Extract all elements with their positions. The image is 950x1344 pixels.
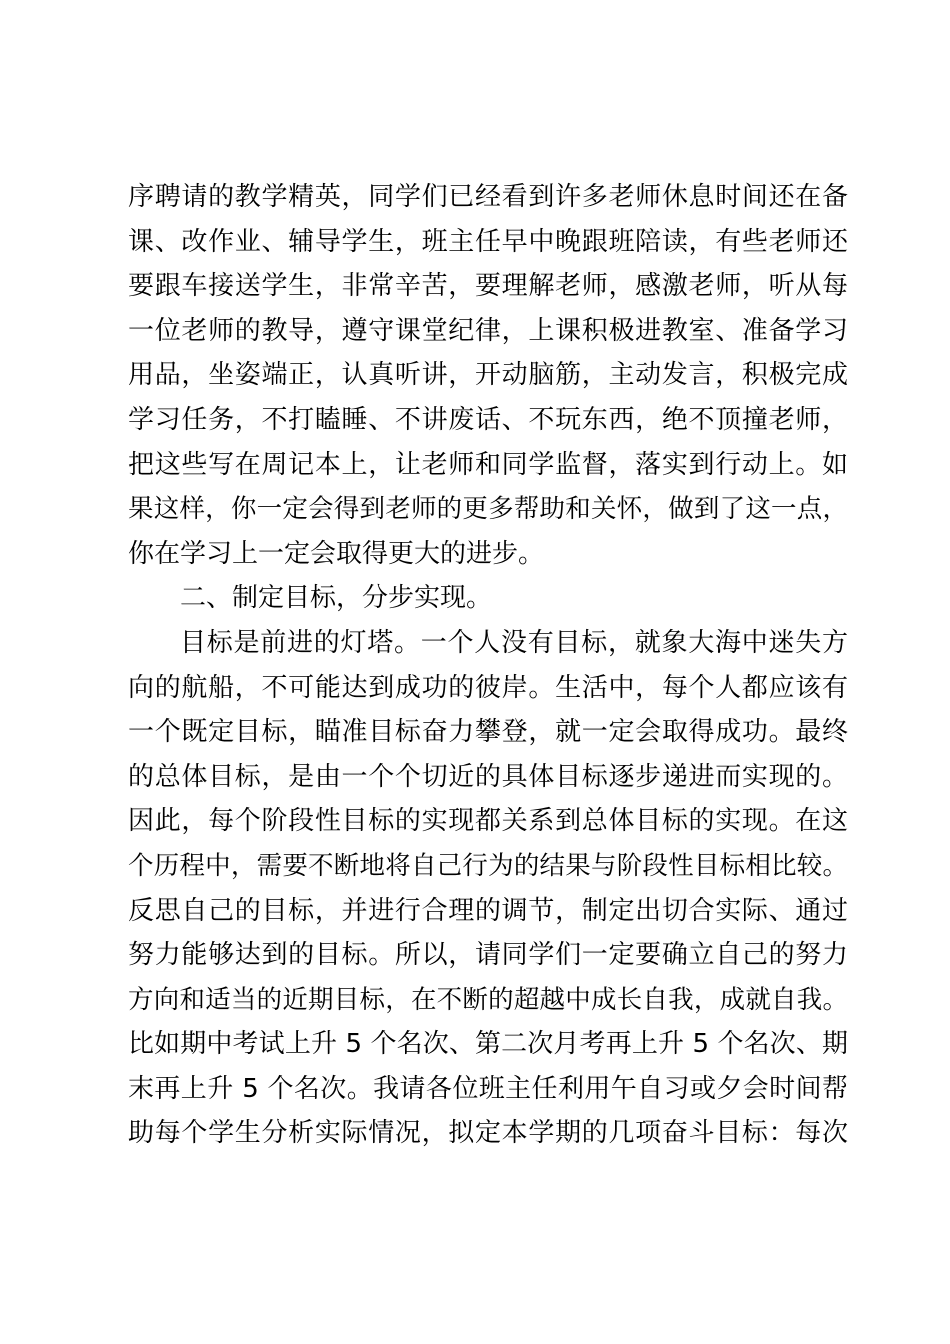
- text-line: 把这些写在周记本上，让老师和同学监督，落实到行动上。如: [128, 449, 848, 480]
- text-line: 助每个学生分析实际情况，拟定本学期的几项奋斗目标：每次: [128, 1118, 848, 1149]
- text-line: 课、改作业、辅导学生，班主任早中晚跟班陪读，有些老师还: [128, 226, 848, 257]
- text-line: 末再上升 5 个名次。我请各位班主任利用午自习或夕会时间帮: [128, 1073, 848, 1104]
- text-line: 比如期中考试上升 5 个名次、第二次月考再上升 5 个名次、期: [128, 1029, 848, 1060]
- body-text: [128, 175, 848, 1156]
- text-line: 因此，每个阶段性目标的实现都关系到总体目标的实现。在这: [128, 806, 848, 837]
- text-line: 学习任务，不打瞌睡、不讲废话、不玩东西，绝不顶撞老师，: [128, 404, 848, 435]
- text-line: 一个既定目标，瞄准目标奋力攀登，就一定会取得成功。最终: [128, 717, 848, 748]
- text-line: 个历程中，需要不断地将自己行为的结果与阶段性目标相比较。: [128, 850, 848, 881]
- text-line: 序聘请的教学精英，同学们已经看到许多老师休息时间还在备: [128, 182, 848, 212]
- text-line: 向的航船，不可能达到成功的彼岸。生活中，每个人都应该有: [128, 672, 848, 703]
- text-line: 目标是前进的灯塔。一个人没有目标，就象大海中迷失方: [180, 627, 848, 658]
- text-line: 反思自己的目标，并进行合理的调节，制定出切合实际、通过: [128, 895, 848, 926]
- text-line: 你在学习上一定会取得更大的进步。: [128, 538, 545, 569]
- text-line: 的总体目标，是由一个个切近的具体目标逐步递进而实现的。: [128, 761, 848, 792]
- text-line: 方向和适当的近期目标，在不断的超越中成长自我，成就自我。: [128, 984, 848, 1015]
- text-line: 用品，坐姿端正，认真听讲，开动脑筋，主动发言，积极完成: [128, 360, 848, 391]
- text-line: 要跟车接送学生，非常辛苦，要理解老师，感激老师，听从每: [128, 271, 848, 302]
- text-line: 一位老师的教导，遵守课堂纪律，上课积极进教室、准备学习: [128, 315, 848, 346]
- text-line: 果这样，你一定会得到老师的更多帮助和关怀，做到了这一点，: [128, 494, 848, 525]
- section-heading: 二、制定目标，分步实现。: [180, 583, 493, 614]
- text-line: 努力能够达到的目标。所以，请同学们一定要确立自己的努力: [128, 940, 848, 971]
